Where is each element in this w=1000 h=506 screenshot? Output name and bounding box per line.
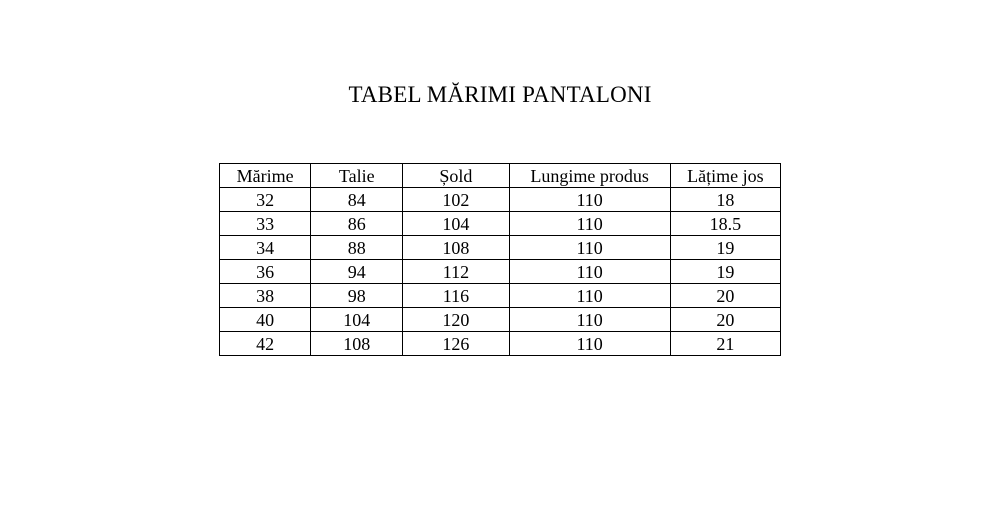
cell-length: 110 [509, 212, 670, 236]
cell-waist: 88 [311, 236, 403, 260]
cell-length: 110 [509, 188, 670, 212]
header-hem-width: Lățime jos [670, 164, 780, 188]
cell-length: 110 [509, 260, 670, 284]
header-waist: Talie [311, 164, 403, 188]
table-row [220, 188, 781, 212]
cell-hem-width: 18.5 [670, 212, 780, 236]
cell-length: 110 [509, 284, 670, 308]
cell-hem-width: 21 [670, 332, 780, 356]
header-size: Mărime [220, 164, 311, 188]
cell-length: 110 [509, 308, 670, 332]
page-title: TABEL MĂRIMI PANTALONI [348, 82, 652, 107]
table-row [220, 236, 781, 260]
table-header-row [220, 164, 781, 188]
cell-hip: 108 [403, 236, 509, 260]
cell-size: 38 [220, 284, 311, 308]
cell-waist: 104 [311, 308, 403, 332]
table-row [220, 308, 781, 332]
cell-size: 36 [220, 260, 311, 284]
cell-length: 110 [509, 236, 670, 260]
cell-hem-width: 19 [670, 236, 780, 260]
size-chart-table [219, 163, 781, 356]
cell-waist: 94 [311, 260, 403, 284]
cell-hem-width: 18 [670, 188, 780, 212]
cell-waist: 108 [311, 332, 403, 356]
cell-waist: 86 [311, 212, 403, 236]
cell-hip: 116 [403, 284, 509, 308]
cell-hip: 102 [403, 188, 509, 212]
table-row [220, 212, 781, 236]
cell-waist: 84 [311, 188, 403, 212]
cell-hip: 120 [403, 308, 509, 332]
cell-hem-width: 20 [670, 284, 780, 308]
cell-hem-width: 19 [670, 260, 780, 284]
table-row [220, 332, 781, 356]
header-length: Lungime produs [509, 164, 670, 188]
cell-size: 34 [220, 236, 311, 260]
cell-hip: 126 [403, 332, 509, 356]
cell-waist: 98 [311, 284, 403, 308]
header-hip: Șold [403, 164, 509, 188]
cell-size: 33 [220, 212, 311, 236]
cell-hem-width: 20 [670, 308, 780, 332]
cell-length: 110 [509, 332, 670, 356]
table-row [220, 284, 781, 308]
cell-hip: 112 [403, 260, 509, 284]
cell-size: 40 [220, 308, 311, 332]
cell-size: 42 [220, 332, 311, 356]
table-row [220, 260, 781, 284]
cell-size: 32 [220, 188, 311, 212]
cell-hip: 104 [403, 212, 509, 236]
